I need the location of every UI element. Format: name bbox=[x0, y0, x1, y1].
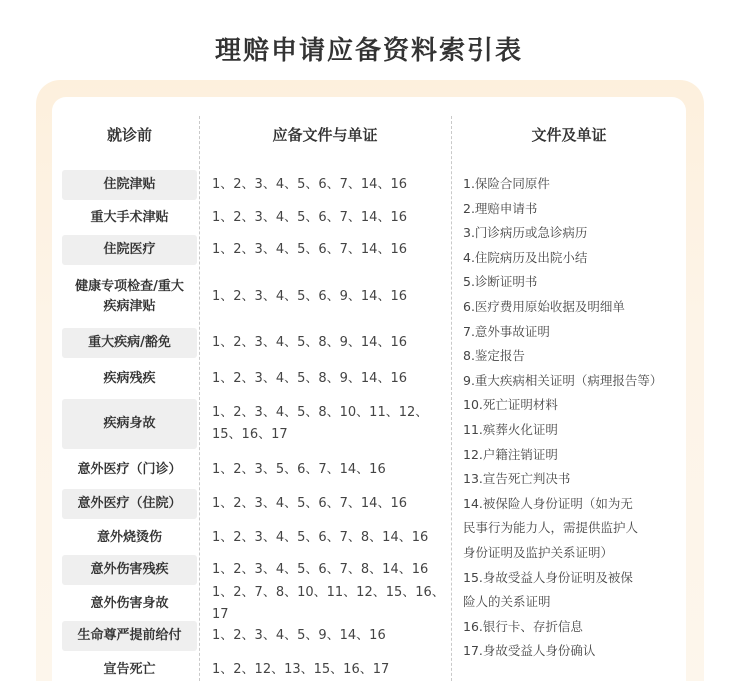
row-category: 住院津贴 bbox=[62, 170, 197, 200]
document-item: 15.身故受益人身份证明及被保 bbox=[463, 569, 633, 585]
row-docs: 1、2、7、8、10、11、12、15、16、17 bbox=[212, 585, 445, 622]
document-item: 6.医疗费用原始收据及明细单 bbox=[463, 298, 625, 314]
row-docs: 1、2、3、4、5、6、9、14、16 bbox=[212, 289, 407, 304]
document-item: 17.身故受益人身份确认 bbox=[463, 643, 596, 659]
row-category: 意外伤害残疾 bbox=[62, 555, 197, 585]
document-list bbox=[463, 172, 683, 664]
document-item: 16.银行卡、存折信息 bbox=[463, 618, 583, 634]
row-category: 疾病身故 bbox=[62, 399, 197, 449]
row-docs: 1、2、3、4、5、6、7、8、14、16 bbox=[212, 562, 429, 577]
document-item: 7.意外事故证明 bbox=[463, 323, 550, 339]
row-category: 意外伤害身故 bbox=[90, 596, 169, 611]
row-docs: 1、2、3、4、5、6、7、8、14、16 bbox=[212, 530, 429, 545]
document-item: 3.门诊病历或急诊病历 bbox=[463, 225, 588, 241]
row-docs: 1、2、3、4、5、8、9、14、16 bbox=[212, 371, 407, 386]
row-category: 意外医疗（门诊） bbox=[77, 462, 182, 477]
document-item: 8.鉴定报告 bbox=[463, 348, 525, 364]
document-item: 4.住院病历及出院小结 bbox=[463, 249, 588, 265]
row-docs: 1、2、3、4、5、9、14、16 bbox=[212, 628, 386, 643]
document-item: 身份证明及监护关系证明） bbox=[463, 544, 614, 560]
row-docs: 1、2、3、4、5、8、10、11、12、15、16、17 bbox=[212, 405, 429, 442]
row-docs: 1、2、3、4、5、6、7、14、16 bbox=[212, 177, 407, 192]
row-category: 重大手术津贴 bbox=[90, 210, 169, 225]
header-required-docs: 应备文件与单证 bbox=[272, 126, 378, 144]
document-item: 险人的关系证明 bbox=[463, 594, 551, 610]
row-category: 疾病残疾 bbox=[103, 371, 156, 386]
row-docs: 1、2、3、4、5、6、7、14、16 bbox=[212, 496, 407, 511]
row-category: 健康专项检查/重大疾病津贴 bbox=[75, 279, 184, 314]
document-item: 9.重大疾病相关证明（病理报告等） bbox=[463, 372, 663, 388]
row-category: 宣告死亡 bbox=[103, 662, 156, 677]
row-category: 意外医疗（住院） bbox=[62, 489, 197, 519]
row-docs: 1、2、3、4、5、6、7、14、16 bbox=[212, 210, 407, 225]
row-category: 生命尊严提前给付 bbox=[62, 621, 197, 651]
document-item: 10.死亡证明材料 bbox=[463, 397, 558, 413]
row-docs: 1、2、3、5、6、7、14、16 bbox=[212, 462, 386, 477]
document-item: 11.殡葬火化证明 bbox=[463, 421, 558, 437]
header-pre-visit: 就诊前 bbox=[106, 126, 152, 144]
document-item: 1.保险合同原件 bbox=[463, 176, 550, 191]
row-docs: 1、2、12、13、15、16、17 bbox=[212, 662, 390, 677]
document-item: 13.宣告死亡判决书 bbox=[463, 471, 571, 487]
document-item: 14.被保险人身份证明（如为无 bbox=[463, 495, 633, 511]
document-item: 12.户籍注销证明 bbox=[463, 446, 558, 462]
row-docs: 1、2、3、4、5、6、7、14、16 bbox=[212, 242, 407, 257]
document-item: 2.理赔申请书 bbox=[463, 200, 538, 216]
row-category: 重大疾病/豁免 bbox=[62, 328, 197, 358]
document-item: 民事行为能力人，需提供监护人 bbox=[463, 520, 639, 536]
row-docs: 1、2、3、4、5、8、9、14、16 bbox=[212, 335, 407, 350]
row-category: 意外烧烫伤 bbox=[96, 530, 162, 545]
document-item: 5.诊断证明书 bbox=[463, 274, 538, 290]
page-title: 理赔申请应备资料索引表 bbox=[214, 36, 523, 66]
header-doc-list: 文件及单证 bbox=[531, 126, 607, 144]
row-category: 住院医疗 bbox=[62, 235, 197, 265]
